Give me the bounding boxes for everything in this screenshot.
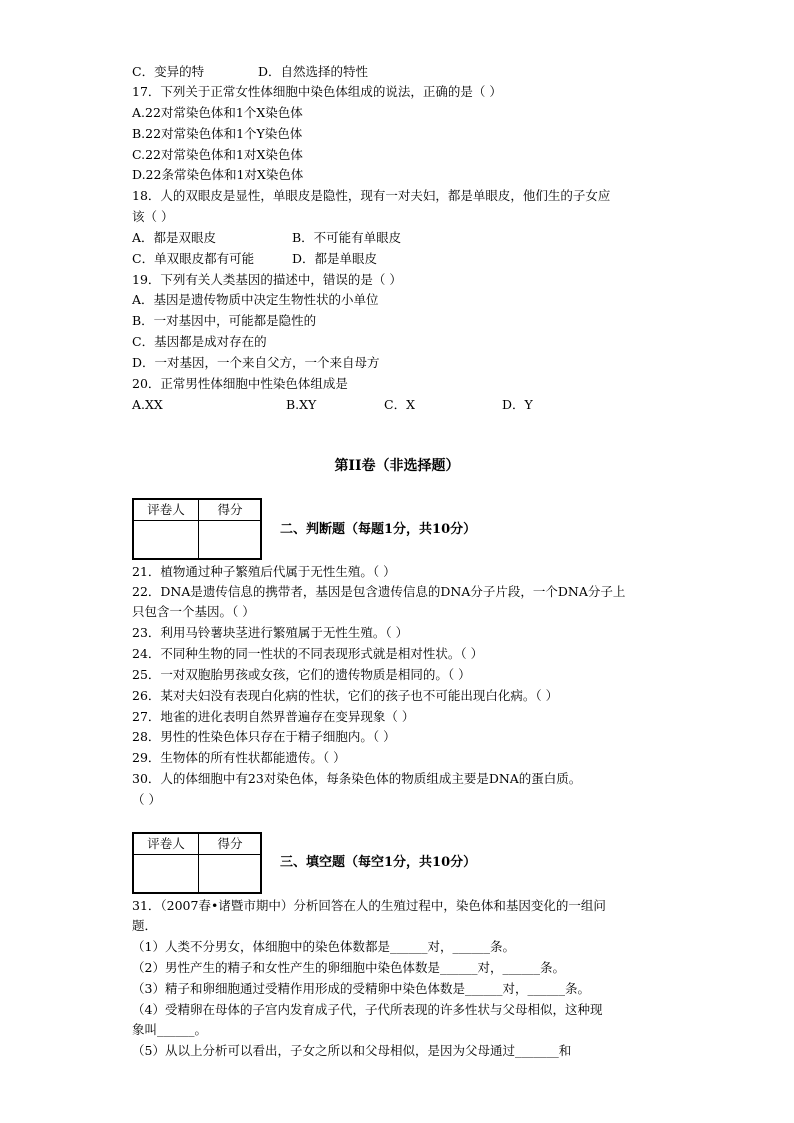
q17-option-c: C.22对常染色体和1对X染色体 (132, 147, 303, 162)
q20-option-b: B.XY (286, 397, 317, 412)
q19-stem: 19．下列有关人类基因的描述中，错误的是（ ） (132, 272, 402, 287)
q31-sub3: （3）精子和卵细胞通过受精作用形成的受精卵中染色体数是______对，______条。 (132, 981, 590, 996)
score-label-2: 得分 (217, 836, 243, 851)
section2-title: 二、判断题（每题1分，共10分） (280, 522, 477, 537)
q24: 24．不同种生物的同一性状的不同表现形式就是相对性状。（ ） (132, 646, 484, 661)
q20-option-c: C．X (384, 397, 415, 412)
q18-stem-line2: 该（ ） (132, 209, 174, 224)
section3-title: 三、填空题（每空1分，共10分） (280, 855, 477, 870)
score-label: 得分 (217, 502, 243, 517)
q31-sub1: （1）人类不分男女，体细胞中的染色体数都是______对，______条。 (132, 939, 515, 954)
score-table (132, 498, 262, 560)
q18-option-d: D．都是单眼皮 (292, 251, 378, 266)
q16-option-c: C．变异的特 (132, 64, 205, 79)
q17-stem: 17．下列关于正常女性体细胞中染色体组成的说法，正确的是（ ） (132, 84, 502, 99)
q31-sub5: （5）从以上分析可以看出，子女之所以和父母相似，是因为父母通过_______和 (132, 1043, 572, 1058)
q22-line1: 22．DNA是遗传信息的携带者，基因是包含遗传信息的DNA分子片段，一个DNA分子上 (132, 584, 626, 599)
q31-stem-line2: 题． (132, 918, 158, 933)
q18-option-c: C．单双眼皮都有可能 (132, 251, 255, 266)
q20-stem: 20．正常男性体细胞中性染色体组成是 (132, 376, 348, 391)
q28: 28．男性的性染色体只存在于精子细胞内。（ ） (132, 729, 396, 744)
q30-line1: 30．人的体细胞中有23对染色体，每条染色体的物质组成主要是DNA的蛋白质。 (132, 771, 582, 786)
q16-option-d: D．自然选择的特性 (258, 64, 369, 79)
q20-option-a: A.XX (132, 397, 163, 412)
reviewer-label-2: 评卷人 (147, 836, 185, 851)
q29: 29．生物体的所有性状都能遗传。（ ） (132, 750, 346, 765)
part2-title: 第II卷（非选择题） (334, 458, 460, 474)
q20-option-d: D．Y (502, 397, 533, 412)
q25: 25．一对双胞胎男孩或女孩，它们的遗传物质是相同的。（ ） (132, 667, 471, 682)
q19-option-d: D．一对基因，一个来自父方，一个来自母方 (132, 355, 380, 370)
q18-stem-line1: 18．人的双眼皮是显性，单眼皮是隐性，现有一对夫妇，都是单眼皮，他们生的子女应 (132, 188, 611, 203)
q30-line2: （ ） (132, 792, 161, 807)
q31-sub2: （2）男性产生的精子和女性产生的卵细胞中染色体数是______对，______条。 (132, 960, 565, 975)
q19-option-a: A．基因是遗传物质中决定生物性状的小单位 (132, 292, 379, 307)
q26: 26．某对夫妇没有表现白化病的性状，它们的孩子也不可能出现白化病。（ ） (132, 688, 559, 703)
q17-option-d: D.22条常染色体和1对X染色体 (132, 167, 304, 182)
q31-sub4-line1: （4）受精卵在母体的子宫内发育成子代，子代所表现的许多性状与父母相似，这种现 (132, 1002, 603, 1017)
q18-option-a: A．都是双眼皮 (132, 230, 217, 245)
q17-option-b: B.22对常染色体和1个Y染色体 (132, 126, 303, 141)
score-table-2 (132, 832, 262, 894)
q27: 27．地雀的进化表明自然界普遍存在变异现象（ ） (132, 709, 415, 724)
q18-option-b: B．不可能有单眼皮 (292, 230, 402, 245)
reviewer-label: 评卷人 (147, 502, 185, 517)
q19-option-b: B．一对基因中，可能都是隐性的 (132, 313, 317, 328)
q19-option-c: C．基因都是成对存在的 (132, 334, 267, 349)
q21: 21．植物通过种子繁殖后代属于无性生殖。（ ） (132, 564, 396, 579)
q31-sub4-line2: 象叫______。 (132, 1022, 208, 1037)
q17-option-a: A.22对常染色体和1个X染色体 (132, 105, 303, 120)
q31-stem-line1: 31．（2007春•诸暨市期中）分析回答在人的生殖过程中，染色体和基因变化的一组问 (132, 898, 606, 913)
q22-line2: 只包含一个基因。（ ） (132, 604, 255, 619)
q23: 23．利用马铃薯块茎进行繁殖属于无性生殖。（ ） (132, 625, 409, 640)
